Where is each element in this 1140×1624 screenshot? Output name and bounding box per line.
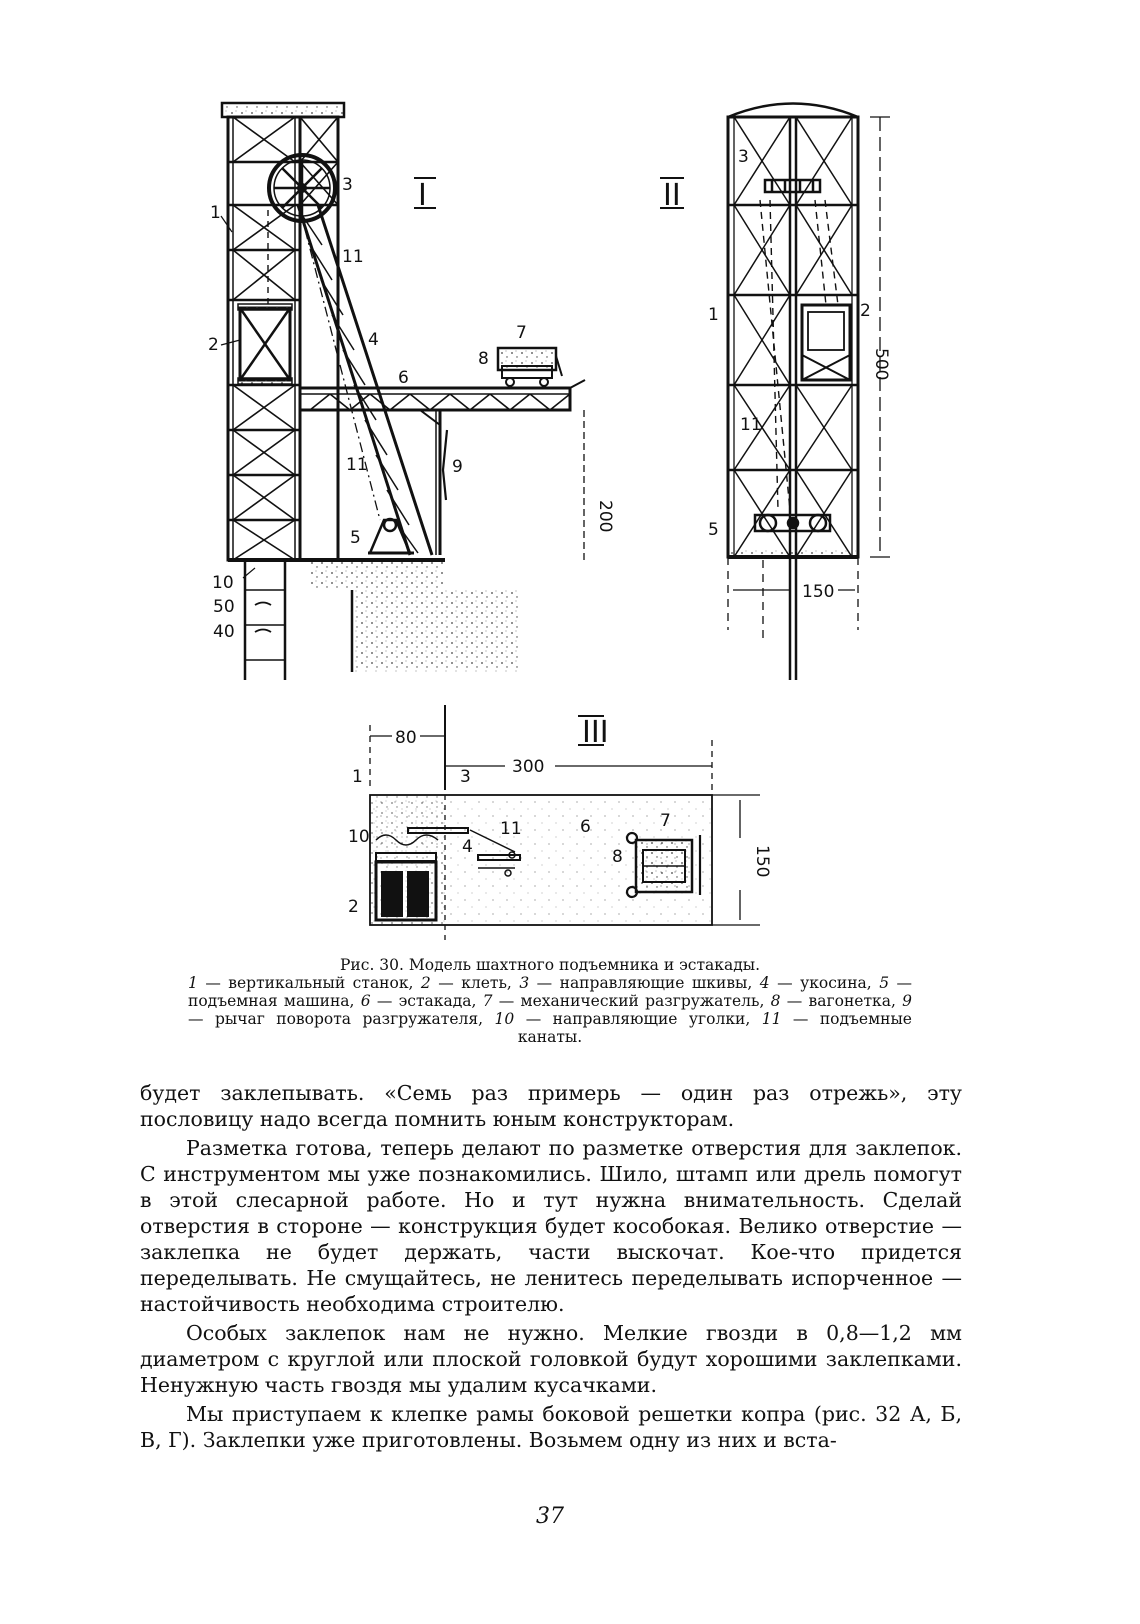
label-1: 1 xyxy=(210,203,221,223)
caption-legend xyxy=(140,974,960,1046)
dimension-150-front: 150 xyxy=(802,582,835,602)
inclined-strut xyxy=(298,205,432,555)
paragraph-3: Особых заклепок нам не нужно. Мелкие гвозди в 0,8—1,2 мм диаметром с круглой или плоской головкой будут хорошими заклепками. Ненужную часть гвоздя мы удалим кусачками. xyxy=(140,1321,962,1397)
label-6-plan: 6 xyxy=(580,817,591,837)
legend-item: 11 — подъемные канаты. xyxy=(517,1010,912,1046)
view-2-roman-numeral: II xyxy=(663,178,681,213)
label-6: 6 xyxy=(398,368,409,388)
legend-item: 6 — эстакада, xyxy=(360,992,483,1010)
label-11-plan: 11 xyxy=(500,819,522,839)
mine-wagon xyxy=(498,348,562,386)
legend-item: 3 — направляющие шкивы, xyxy=(519,974,760,992)
label-8: 8 xyxy=(478,349,489,369)
dimension-80: 80 xyxy=(395,728,417,748)
label-10: 10 xyxy=(212,573,234,593)
wagon-plan xyxy=(627,833,700,897)
caption-title: Рис. 30. Модель шахтного подъемника и эстакады. xyxy=(340,956,760,974)
label-3-front: 3 xyxy=(738,147,749,167)
unloader-lever xyxy=(443,430,447,500)
dimension-500: 500 xyxy=(871,348,891,381)
cage-front xyxy=(802,305,850,380)
foundation xyxy=(310,562,445,590)
dimension-200: 200 xyxy=(595,500,615,533)
view-3-roman-numeral: III xyxy=(582,715,609,750)
view-1-side-elevation xyxy=(221,103,585,680)
legend-item: 5 — подъемная машина, xyxy=(188,974,913,1010)
label-9: 9 xyxy=(452,457,463,477)
hoist-machine xyxy=(368,519,414,553)
label-50: 50 xyxy=(213,597,235,617)
label-4: 4 xyxy=(368,330,379,350)
label-1-plan: 1 xyxy=(352,767,363,787)
label-4-plan: 4 xyxy=(462,837,473,857)
legend-item: 9 — рычаг поворота разгружателя, xyxy=(188,992,913,1028)
label-2: 2 xyxy=(208,335,219,355)
paragraph-1: будет заклепывать. «Семь раз примерь — один раз отрежь», эту пословицу надо всегда помнить юным конструкторам. xyxy=(140,1081,962,1131)
label-1-front: 1 xyxy=(708,305,719,325)
guide-sheave-wheel xyxy=(269,155,335,221)
legend-item: 2 — клеть, xyxy=(420,974,520,992)
body-text xyxy=(140,1080,962,1456)
label-8-plan: 8 xyxy=(612,847,623,867)
label-40: 40 xyxy=(213,622,235,642)
label-2-front: 2 xyxy=(860,301,871,321)
legend-item: 8 — вагонетка, xyxy=(770,992,903,1010)
figure-caption xyxy=(140,956,960,1046)
paragraph-2: Разметка готова, теперь делают по разметке отверстия для заклепок. С инструментом мы уже познакомились. Шило, штамп или дрель помогут в этой слесарной работе. Но и тут нужна внимательность. Сделай отверстия в стороне — конструкция будет кособокая. Велико отверстие — заклепка не будет держать, части выскочат. Кое-что придется переделывать. Не смущайтесь, не ленитесь переделывать испорченное — настойчивость необходима строителю. xyxy=(140,1136,962,1316)
vertical-headframe xyxy=(228,117,338,560)
headframe-top-cap xyxy=(222,103,344,117)
label-5: 5 xyxy=(350,528,361,548)
legend-item: 7 — механический разгружатель, xyxy=(482,992,771,1010)
page-number: 37 xyxy=(536,1504,564,1529)
view-1-roman-numeral: I xyxy=(418,178,427,213)
dimension-150-plan: 150 xyxy=(752,845,772,878)
label-5-front: 5 xyxy=(708,520,719,540)
label-11-upper: 11 xyxy=(342,247,364,267)
label-3-plan: 3 xyxy=(460,767,471,787)
legend-item: 10 — направляющие уголки, xyxy=(494,1010,762,1028)
label-7-plan: 7 xyxy=(660,811,671,831)
label-2-plan: 2 xyxy=(348,897,359,917)
legend-item: 1 — вертикальный станок, xyxy=(188,974,421,992)
dimension-300: 300 xyxy=(512,757,545,777)
label-11-front: 11 xyxy=(740,415,762,435)
paragraph-4: Мы приступаем к клепке рамы боковой решетки копра (рис. 32 А, Б, В, Г). Заклепки уже приготовлены. Возьмем одну из них и вста- xyxy=(140,1402,962,1452)
label-10-plan: 10 xyxy=(348,827,370,847)
label-3: 3 xyxy=(342,175,353,195)
label-11-lower: 11 xyxy=(346,455,368,475)
label-7: 7 xyxy=(516,323,527,343)
view-3-plan-view xyxy=(370,705,760,945)
guide-sheaves-front xyxy=(765,180,820,192)
legend-item: 4 — укосина, xyxy=(759,974,880,992)
